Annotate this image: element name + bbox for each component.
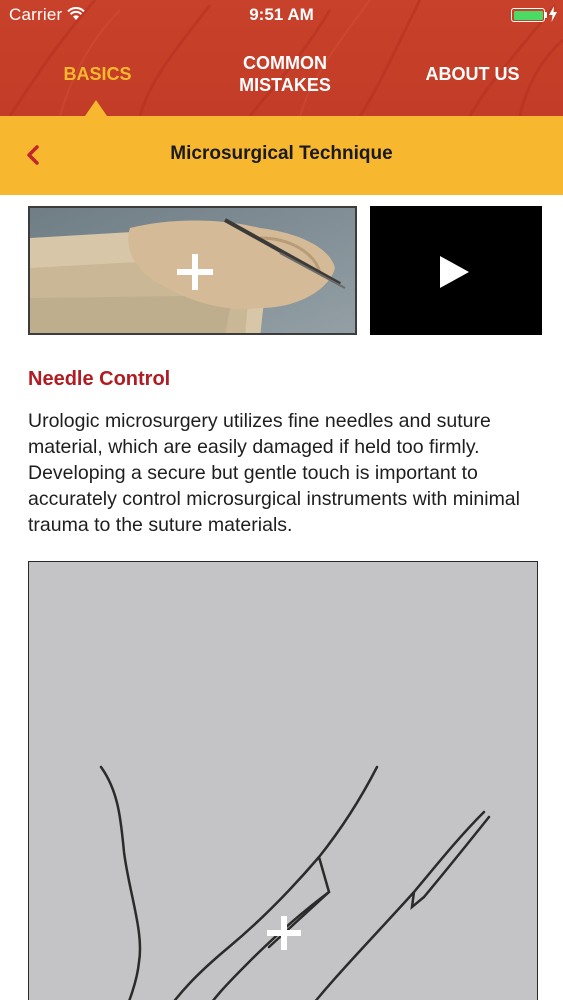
battery-icon [511, 8, 545, 22]
title-bar [0, 116, 563, 195]
tab-common-mistakes[interactable]: COMMON MISTAKES [239, 53, 331, 95]
plus-icon [265, 914, 303, 952]
section-heading: Needle Control [28, 368, 171, 390]
needle-control-figure[interactable] [28, 561, 538, 1000]
status-bar [0, 0, 563, 30]
app-header [0, 0, 563, 116]
battery-level [514, 11, 543, 20]
section-body: Urologic microsurgery utilizes fine needles and suture material, which are easily damaged if held too firmly. Developing a secure but gentle touch is important to accurately control microsurgical instruments with minimal trauma to the suture materials. [28, 410, 520, 536]
tab-about-us[interactable]: ABOUT US [425, 64, 520, 84]
active-tab-indicator [85, 100, 107, 116]
clock: 9:51 AM [249, 5, 314, 24]
technique-photo-thumbnail[interactable] [28, 206, 357, 335]
charging-icon [549, 6, 557, 22]
tab-bar [0, 44, 563, 106]
carrier-label: Carrier [9, 5, 63, 24]
play-icon [438, 254, 472, 290]
tab-basics[interactable]: BASICS [63, 64, 132, 84]
plus-icon [175, 252, 215, 292]
video-thumbnail[interactable] [370, 206, 542, 335]
page-title: Microsurgical Technique [170, 143, 393, 164]
battery-cap [544, 12, 547, 18]
